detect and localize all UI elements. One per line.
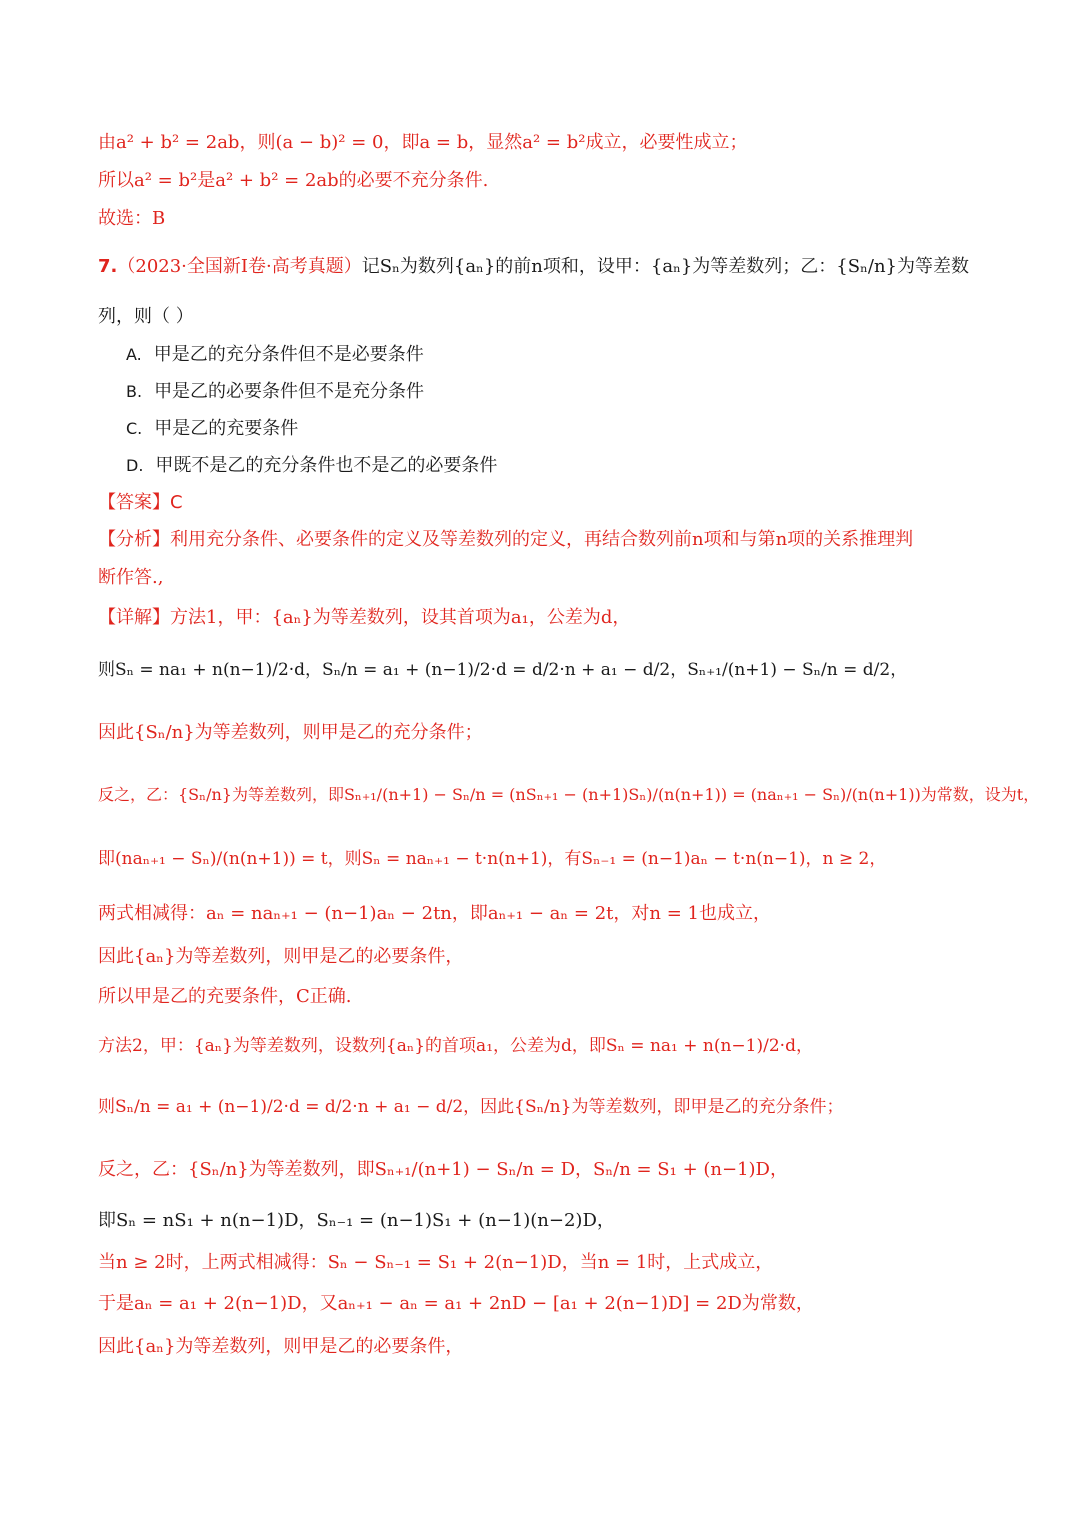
question-stem-line-1 (98, 256, 1020, 278)
detail-text-4: 反之，乙：{Sₙ/n}为等差数列，即Sₙ₊₁/(n+1) − Sₙ/n = (nSₙ₊₁ − (n+1)Sₙ)/(n(n+1)) = (naₙ₊₁ − Sₙ)/(n(n+1))为常数，设为t， (98, 785, 1040, 804)
detail-text-2: 则Sₙ = na₁ + n(n−1)/2·d，Sₙ/n = a₁ + (n−1)/2·d = d/2·n + a₁ − d/2，Sₙ₊₁/(n+1) − Sₙ/n = d/2， (98, 660, 908, 680)
answer-line (98, 492, 1020, 514)
option-a-text: 甲是乙的充分条件但不是必要条件 (153, 344, 424, 365)
detail-line-3 (98, 722, 1020, 744)
conclusion-text: 所以a² = b²是a² + b² = 2ab的必要不充分条件. (98, 170, 489, 191)
method2-text-1: 方法2，甲：{aₙ}为等差数列，设数列{aₙ}的首项a₁，公差为d，即Sₙ = na₁ + n(n−1)/2·d， (98, 1036, 813, 1056)
method2-text-5: 当n ≥ 2时，上两式相减得：Sₙ − Sₙ₋₁ = S₁ + 2(n−1)D，当n = 1时，上式成立， (98, 1252, 774, 1273)
method2-text-6: 于是aₙ = a₁ + 2(n−1)D，又aₙ₊₁ − aₙ = a₁ + 2nD − [a₁ + 2(n−1)D] = 2D为常数， (98, 1293, 814, 1314)
detail-text-8: 所以甲是乙的充要条件，C正确. (98, 986, 352, 1007)
detail-text-7: 因此{aₙ}为等差数列，则甲是乙的必要条件， (98, 946, 464, 967)
option-d-key: D. (126, 456, 144, 475)
option-b-text: 甲是乙的必要条件但不是充分条件 (154, 381, 425, 402)
option-b-key: B. (126, 382, 143, 401)
option-c (126, 418, 298, 440)
question-number: 7. (98, 256, 118, 277)
question-stem-2: 列，则（ ） (98, 306, 194, 327)
detail-text-6: 两式相减得：aₙ = naₙ₊₁ − (n−1)aₙ − 2tn，即aₙ₊₁ − aₙ = 2t，对n = 1也成立， (98, 903, 771, 924)
analysis-text-1: 利用充分条件、必要条件的定义及等差数列的定义，再结合数列前n项和与第n项的关系推理判 (170, 529, 914, 550)
detail-label: 【详解】 (98, 607, 170, 628)
option-b (126, 381, 424, 403)
option-c-text: 甲是乙的充要条件 (154, 418, 299, 439)
method2-text-3: 反之，乙：{Sₙ/n}为等差数列，即Sₙ₊₁/(n+1) − Sₙ/n = D，Sₙ/n = S₁ + (n−1)D， (98, 1159, 788, 1180)
option-d-text: 甲既不是乙的充分条件也不是乙的必要条件 (155, 455, 498, 476)
method2-line-2 (98, 1097, 1020, 1117)
necessity-line (98, 132, 1020, 154)
method2-line-1 (98, 1036, 1020, 1056)
method2-line-5 (98, 1252, 1020, 1274)
question-source: （2023·全国新Ⅰ卷·高考真题） (117, 256, 362, 277)
necessity-text: 由a² + b² = 2ab，则(a − b)² = 0，即a = b，显然a² = b²成立，必要性成立； (98, 132, 748, 153)
detail-text-1: 方法1，甲：{aₙ}为等差数列，设其首项为a₁，公差为d， (170, 607, 631, 628)
previous-choice-text: 故选：B (98, 208, 166, 229)
method2-text-7: 因此{aₙ}为等差数列，则甲是乙的必要条件， (98, 1336, 464, 1357)
option-c-key: C. (126, 419, 143, 438)
detail-line-6 (98, 903, 1020, 925)
option-a (126, 344, 424, 366)
detail-text-3: 因此{Sₙ/n}为等差数列，则甲是乙的充分条件； (98, 722, 483, 743)
method2-line-3 (98, 1159, 1020, 1181)
detail-text-5: 即(naₙ₊₁ − Sₙ)/(n(n+1)) = t，则Sₙ = naₙ₊₁ − t·n(n+1)，有Sₙ₋₁ = (n−1)aₙ − t·n(n−1)，n ≥ 2， (98, 849, 887, 869)
question-stem-1: 记Sₙ为数列{aₙ}的前n项和，设甲：{aₙ}为等差数列；乙：{Sₙ/n}为等差数 (361, 256, 969, 277)
detail-line-1 (98, 607, 1020, 629)
conclusion-line (98, 170, 1020, 192)
method2-line-7 (98, 1336, 1020, 1358)
answer-label: 【答案】 (98, 492, 170, 513)
option-d (126, 455, 497, 477)
method2-text-2: 则Sₙ/n = a₁ + (n−1)/2·d = d/2·n + a₁ − d/2，因此{Sₙ/n}为等差数列，即甲是乙的充分条件； (98, 1097, 844, 1117)
previous-choice (98, 208, 1020, 230)
analysis-label: 【分析】 (98, 529, 170, 550)
detail-line-5 (98, 849, 1020, 869)
method2-line-6 (98, 1293, 1020, 1315)
detail-line-4 (98, 785, 1040, 804)
analysis-text-2: 断作答., (98, 567, 164, 588)
analysis-line-2 (98, 567, 1020, 589)
method2-text-4: 即Sₙ = nS₁ + n(n−1)D，Sₙ₋₁ = (n−1)S₁ + (n−1)(n−2)D， (98, 1210, 615, 1231)
option-a-key: A. (126, 345, 142, 364)
question-stem-line-2 (98, 306, 1020, 328)
method2-line-4 (98, 1210, 1020, 1232)
analysis-line-1 (98, 529, 1020, 551)
detail-line-8 (98, 986, 1020, 1008)
detail-line-7 (98, 946, 1020, 968)
answer-value: C (170, 492, 183, 513)
detail-line-2 (98, 660, 1020, 680)
